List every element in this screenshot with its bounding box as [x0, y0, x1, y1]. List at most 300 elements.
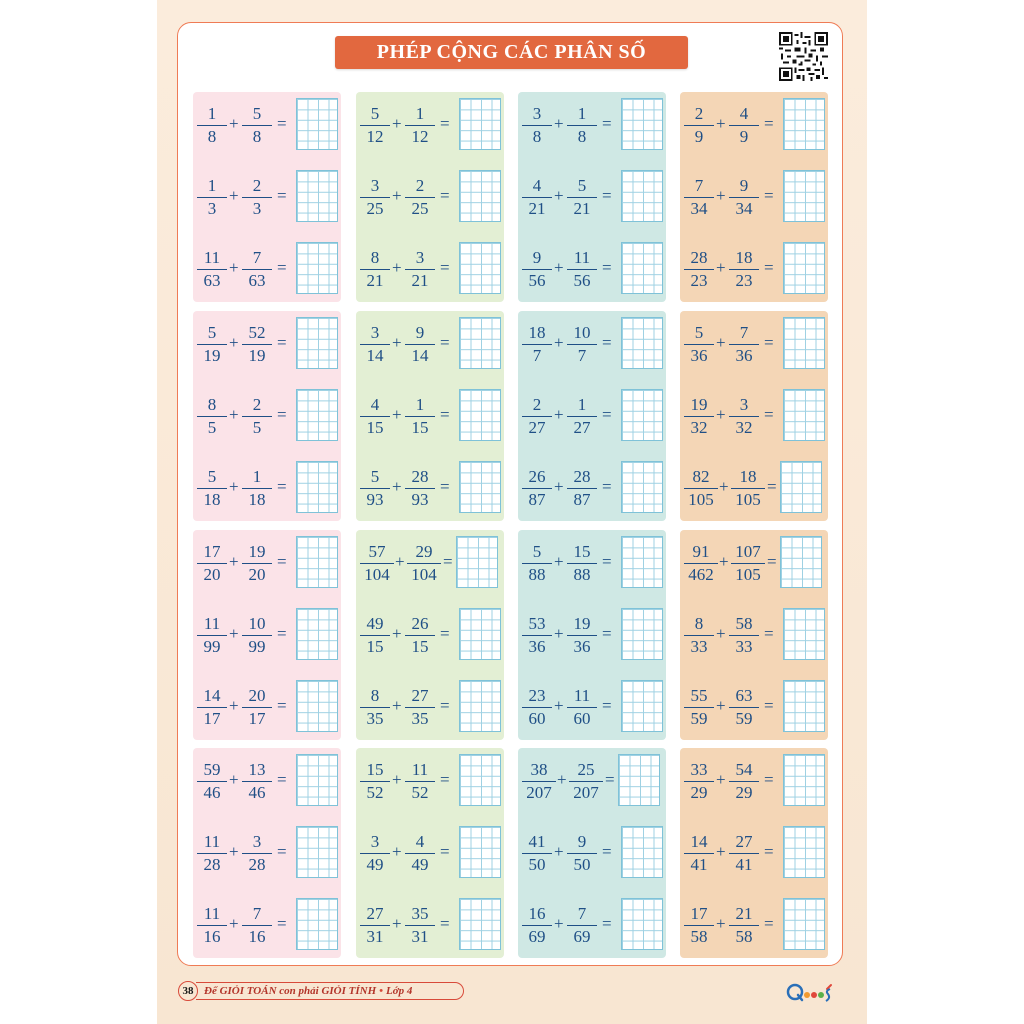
plus-sign: +	[229, 914, 239, 933]
answer-grid[interactable]	[618, 754, 660, 806]
fraction	[360, 104, 390, 148]
plus-sign: +	[392, 696, 402, 715]
plus-sign: +	[716, 186, 726, 205]
denominator: 14	[411, 346, 429, 366]
problem-row	[518, 894, 666, 954]
numerator: 2	[252, 395, 262, 414]
denominator: 9	[739, 127, 749, 147]
fraction	[405, 395, 435, 439]
equals-sign: =	[277, 552, 287, 571]
equals-sign: =	[440, 405, 450, 424]
answer-grid[interactable]	[783, 898, 825, 950]
denominator: 63	[203, 271, 221, 291]
numerator: 7	[577, 904, 587, 923]
problem-row	[680, 238, 828, 298]
fraction	[522, 176, 552, 220]
equals-sign: =	[277, 114, 287, 133]
equals-sign: =	[764, 624, 774, 643]
exercise-block	[356, 748, 504, 958]
answer-grid[interactable]	[296, 680, 338, 732]
denominator: 88	[573, 565, 591, 585]
denominator: 16	[248, 927, 266, 947]
exercise-block	[193, 92, 341, 302]
numerator: 21	[735, 904, 753, 923]
numerator: 41	[528, 832, 546, 851]
denominator: 8	[252, 127, 262, 147]
numerator: 2	[694, 104, 704, 123]
answer-grid[interactable]	[621, 317, 663, 369]
denominator: 41	[735, 855, 753, 875]
plus-sign: +	[554, 333, 564, 352]
fraction	[360, 176, 390, 220]
exercise-block	[680, 530, 828, 740]
answer-grid[interactable]	[459, 389, 501, 441]
equals-sign: =	[277, 333, 287, 352]
numerator: 11	[203, 248, 221, 267]
fraction	[197, 832, 227, 876]
answer-grid[interactable]	[296, 536, 338, 588]
plus-sign: +	[392, 770, 402, 789]
answer-grid[interactable]	[459, 98, 501, 150]
answer-grid[interactable]	[621, 680, 663, 732]
fraction	[197, 467, 227, 511]
denominator: 49	[366, 855, 384, 875]
problem-row	[680, 894, 828, 954]
problem-row	[356, 166, 504, 226]
denominator: 25	[366, 199, 384, 219]
answer-grid[interactable]	[783, 680, 825, 732]
numerator: 29	[415, 542, 433, 561]
denominator: 87	[573, 490, 591, 510]
answer-grid[interactable]	[783, 170, 825, 222]
equals-sign: =	[605, 770, 615, 789]
numerator: 5	[532, 542, 542, 561]
fraction	[729, 176, 759, 220]
problem-row	[680, 676, 828, 736]
answer-grid[interactable]	[459, 826, 501, 878]
plus-sign: +	[719, 477, 729, 496]
denominator: 93	[366, 490, 384, 510]
fraction	[684, 904, 714, 948]
page-number-badge	[178, 981, 198, 1001]
answer-grid[interactable]	[296, 754, 338, 806]
denominator: 32	[690, 418, 708, 438]
problem-row	[356, 94, 504, 154]
equals-sign: =	[277, 696, 287, 715]
equals-sign: =	[277, 842, 287, 861]
equals-sign: =	[764, 333, 774, 352]
denominator: 27	[528, 418, 546, 438]
numerator: 5	[577, 176, 587, 195]
equals-sign: =	[440, 842, 450, 861]
problem-row	[518, 313, 666, 373]
answer-grid[interactable]	[459, 898, 501, 950]
exercise-block	[680, 748, 828, 958]
answer-grid[interactable]	[296, 608, 338, 660]
numerator: 19	[690, 395, 708, 414]
numerator: 1	[252, 467, 262, 486]
denominator: 21	[528, 199, 546, 219]
footer-separator: •	[379, 985, 384, 997]
denominator: 5	[207, 418, 217, 438]
answer-grid[interactable]	[296, 170, 338, 222]
plus-sign: +	[716, 770, 726, 789]
answer-grid[interactable]	[459, 461, 501, 513]
denominator: 18	[248, 490, 266, 510]
fraction	[729, 395, 759, 439]
answer-grid[interactable]	[459, 680, 501, 732]
numerator: 55	[690, 686, 708, 705]
equals-sign: =	[277, 258, 287, 277]
numerator: 7	[252, 904, 262, 923]
fraction	[684, 248, 714, 292]
fraction	[684, 323, 714, 367]
numerator: 1	[577, 395, 587, 414]
denominator: 69	[528, 927, 546, 947]
numerator: 26	[528, 467, 546, 486]
answer-grid[interactable]	[459, 317, 501, 369]
denominator: 29	[735, 783, 753, 803]
fraction	[360, 904, 390, 948]
exercise-block	[518, 311, 666, 521]
fraction	[197, 614, 227, 658]
problem-row	[680, 822, 828, 882]
numerator: 49	[366, 614, 384, 633]
denominator: 21	[411, 271, 429, 291]
plus-sign: +	[392, 624, 402, 643]
denominator: 15	[366, 637, 384, 657]
denominator: 3	[207, 199, 217, 219]
answer-grid[interactable]	[621, 461, 663, 513]
numerator: 4	[370, 395, 380, 414]
numerator: 9	[415, 323, 425, 342]
numerator: 9	[532, 248, 542, 267]
numerator: 15	[573, 542, 591, 561]
problem-row	[193, 822, 341, 882]
denominator: 33	[735, 637, 753, 657]
equals-sign: =	[440, 624, 450, 643]
denominator: 14	[366, 346, 384, 366]
denominator: 29	[690, 783, 708, 803]
numerator: 3	[532, 104, 542, 123]
plus-sign: +	[716, 333, 726, 352]
problem-row	[193, 457, 341, 517]
fraction	[569, 760, 603, 804]
problem-row	[518, 532, 666, 592]
footer-grade: Lớp 4	[386, 985, 413, 997]
fraction	[242, 323, 272, 367]
answer-grid[interactable]	[459, 608, 501, 660]
equals-sign: =	[277, 477, 287, 496]
numerator: 5	[207, 467, 217, 486]
denominator: 59	[735, 709, 753, 729]
problem-row	[193, 676, 341, 736]
answer-grid[interactable]	[621, 242, 663, 294]
numerator: 28	[573, 467, 591, 486]
plus-sign: +	[554, 552, 564, 571]
problem-row	[518, 750, 666, 810]
numerator: 3	[370, 176, 380, 195]
numerator: 23	[528, 686, 546, 705]
denominator: 104	[411, 565, 437, 585]
plus-sign: +	[392, 114, 402, 133]
equals-sign: =	[602, 258, 612, 277]
numerator: 18	[739, 467, 757, 486]
numerator: 8	[207, 395, 217, 414]
denominator: 59	[690, 709, 708, 729]
equals-sign: =	[602, 186, 612, 205]
numerator: 10	[573, 323, 591, 342]
numerator: 3	[415, 248, 425, 267]
fraction	[522, 614, 552, 658]
equals-sign: =	[602, 405, 612, 424]
fraction	[405, 104, 435, 148]
problem-row	[518, 385, 666, 445]
answer-grid[interactable]	[621, 389, 663, 441]
denominator: 7	[577, 346, 587, 366]
fraction	[522, 248, 552, 292]
fraction	[405, 904, 435, 948]
numerator: 4	[415, 832, 425, 851]
equals-sign: =	[440, 186, 450, 205]
fraction	[567, 176, 597, 220]
answer-grid[interactable]	[783, 826, 825, 878]
answer-grid[interactable]	[296, 898, 338, 950]
denominator: 56	[573, 271, 591, 291]
exercise-block	[193, 748, 341, 958]
numerator: 9	[577, 832, 587, 851]
numerator: 5	[370, 104, 380, 123]
problem-row	[518, 238, 666, 298]
denominator: 15	[411, 418, 429, 438]
denominator: 60	[573, 709, 591, 729]
equals-sign: =	[602, 552, 612, 571]
equals-sign: =	[602, 914, 612, 933]
problem-row	[680, 385, 828, 445]
numerator: 82	[692, 467, 710, 486]
answer-grid[interactable]	[621, 608, 663, 660]
answer-grid[interactable]	[621, 536, 663, 588]
plus-sign: +	[392, 477, 402, 496]
fraction	[684, 832, 714, 876]
problem-row	[193, 385, 341, 445]
answer-grid[interactable]	[296, 98, 338, 150]
denominator: 36	[735, 346, 753, 366]
equals-sign: =	[440, 114, 450, 133]
fraction	[729, 248, 759, 292]
answer-grid[interactable]	[621, 898, 663, 950]
numerator: 17	[690, 904, 708, 923]
fraction	[405, 832, 435, 876]
fraction	[360, 760, 390, 804]
problem-row	[193, 238, 341, 298]
denominator: 31	[366, 927, 384, 947]
numerator: 107	[735, 542, 761, 561]
numerator: 11	[203, 832, 221, 851]
plus-sign: +	[716, 114, 726, 133]
plus-sign: +	[554, 258, 564, 277]
fraction	[522, 832, 552, 876]
denominator: 99	[203, 637, 221, 657]
fraction	[684, 395, 714, 439]
denominator: 17	[248, 709, 266, 729]
fraction	[729, 323, 759, 367]
problem-row	[193, 166, 341, 226]
fraction	[684, 542, 718, 586]
answer-grid[interactable]	[459, 754, 501, 806]
denominator: 25	[411, 199, 429, 219]
fraction	[684, 686, 714, 730]
fraction	[242, 467, 272, 511]
numerator: 38	[530, 760, 548, 779]
numerator: 27	[411, 686, 429, 705]
numerator: 2	[532, 395, 542, 414]
numerator: 63	[735, 686, 753, 705]
qr-code-icon	[779, 32, 828, 81]
plus-sign: +	[229, 842, 239, 861]
problem-row	[193, 94, 341, 154]
numerator: 1	[415, 104, 425, 123]
denominator: 15	[366, 418, 384, 438]
answer-grid[interactable]	[783, 242, 825, 294]
plus-sign: +	[392, 186, 402, 205]
fraction	[729, 104, 759, 148]
problem-row	[518, 676, 666, 736]
fraction	[567, 323, 597, 367]
problem-row	[356, 822, 504, 882]
plus-sign: +	[392, 914, 402, 933]
equals-sign: =	[440, 914, 450, 933]
problem-row	[680, 94, 828, 154]
answer-grid[interactable]	[456, 536, 498, 588]
answer-grid[interactable]	[783, 317, 825, 369]
answer-grid[interactable]	[621, 98, 663, 150]
denominator: 8	[577, 127, 587, 147]
fraction	[242, 686, 272, 730]
fraction	[522, 467, 552, 511]
denominator: 36	[690, 346, 708, 366]
numerator: 19	[248, 542, 266, 561]
fraction	[522, 904, 552, 948]
equals-sign: =	[443, 552, 453, 571]
answer-grid[interactable]	[296, 242, 338, 294]
answer-grid[interactable]	[296, 826, 338, 878]
answer-grid[interactable]	[783, 389, 825, 441]
exercise-block	[518, 748, 666, 958]
numerator: 3	[370, 323, 380, 342]
answer-grid[interactable]	[459, 170, 501, 222]
numerator: 5	[370, 467, 380, 486]
qbooks-logo-icon	[786, 980, 834, 1004]
plus-sign: +	[392, 258, 402, 277]
fraction	[731, 467, 765, 511]
fraction	[405, 176, 435, 220]
problem-row	[356, 313, 504, 373]
denominator: 12	[411, 127, 429, 147]
equals-sign: =	[440, 770, 450, 789]
fraction	[405, 760, 435, 804]
plus-sign: +	[554, 624, 564, 643]
answer-grid[interactable]	[783, 754, 825, 806]
denominator: 88	[528, 565, 546, 585]
plus-sign: +	[716, 842, 726, 861]
numerator: 11	[573, 686, 591, 705]
answer-grid[interactable]	[780, 536, 822, 588]
fraction	[567, 832, 597, 876]
denominator: 56	[528, 271, 546, 291]
fraction	[729, 614, 759, 658]
fraction	[684, 104, 714, 148]
problem-row	[518, 166, 666, 226]
denominator: 20	[248, 565, 266, 585]
denominator: 9	[694, 127, 704, 147]
numerator: 8	[370, 248, 380, 267]
fraction	[567, 542, 597, 586]
answer-grid[interactable]	[296, 461, 338, 513]
fraction	[522, 760, 556, 804]
fraction	[197, 395, 227, 439]
answer-grid[interactable]	[780, 461, 822, 513]
problem-row	[193, 532, 341, 592]
fraction	[567, 104, 597, 148]
fraction	[405, 248, 435, 292]
answer-grid[interactable]	[296, 389, 338, 441]
answer-grid[interactable]	[296, 317, 338, 369]
numerator: 18	[528, 323, 546, 342]
answer-grid[interactable]	[621, 170, 663, 222]
numerator: 4	[739, 104, 749, 123]
exercise-block	[193, 530, 341, 740]
numerator: 1	[207, 104, 217, 123]
numerator: 16	[528, 904, 546, 923]
denominator: 105	[735, 490, 761, 510]
problem-row	[518, 604, 666, 664]
fraction	[522, 542, 552, 586]
denominator: 8	[532, 127, 542, 147]
numerator: 8	[370, 686, 380, 705]
problem-row	[680, 457, 828, 517]
denominator: 36	[528, 637, 546, 657]
answer-grid[interactable]	[783, 98, 825, 150]
denominator: 3	[252, 199, 262, 219]
denominator: 58	[690, 927, 708, 947]
fraction	[197, 323, 227, 367]
numerator: 4	[532, 176, 542, 195]
problem-row	[193, 750, 341, 810]
numerator: 91	[692, 542, 710, 561]
answer-grid[interactable]	[621, 826, 663, 878]
problem-row	[680, 313, 828, 373]
fraction	[197, 904, 227, 948]
plus-sign: +	[229, 258, 239, 277]
fraction	[242, 832, 272, 876]
page-number: 38	[182, 985, 194, 997]
fraction	[567, 686, 597, 730]
plus-sign: +	[392, 405, 402, 424]
denominator: 50	[573, 855, 591, 875]
answer-grid[interactable]	[783, 608, 825, 660]
plus-sign: +	[554, 114, 564, 133]
fraction	[522, 395, 552, 439]
exercise-block	[193, 311, 341, 521]
problem-row	[680, 532, 828, 592]
denominator: 7	[532, 346, 542, 366]
numerator: 14	[203, 686, 221, 705]
equals-sign: =	[764, 114, 774, 133]
denominator: 36	[573, 637, 591, 657]
answer-grid[interactable]	[459, 242, 501, 294]
denominator: 32	[735, 418, 753, 438]
